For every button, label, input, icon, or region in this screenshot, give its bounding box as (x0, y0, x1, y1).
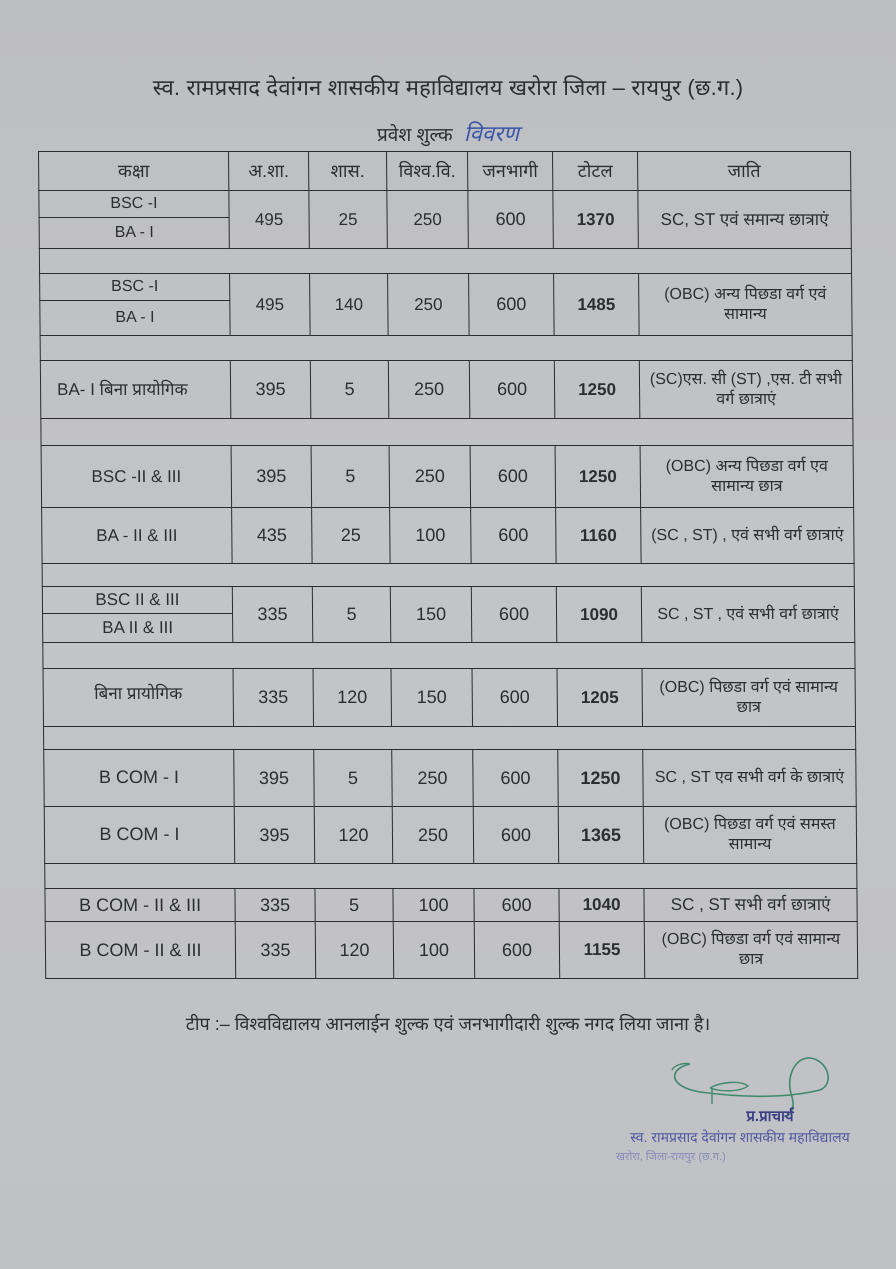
shas-cell: 120 (314, 807, 392, 864)
total-cell: 1155 (559, 922, 644, 979)
total-cell: 1250 (558, 750, 643, 807)
caste-cell: (SC , ST) , एवं सभी वर्ग छात्राएं (641, 508, 854, 564)
shas-cell: 25 (312, 508, 390, 564)
shas-cell: 120 (315, 922, 393, 979)
a-sha-cell: 395 (234, 807, 314, 864)
shas-cell: 5 (314, 750, 392, 807)
shas-cell: 120 (313, 669, 392, 727)
a-sha-cell: 335 (235, 922, 315, 979)
total-cell: 1160 (556, 508, 641, 564)
class-cell: B COM - I (44, 750, 234, 807)
col-header-total: टोटल (553, 152, 638, 191)
vishwa-vi-cell: 250 (392, 807, 473, 864)
spacer-cell (44, 727, 856, 750)
class-cell: BA II & III (43, 614, 233, 643)
class-cell: BA - II & III (42, 508, 232, 564)
table-row (40, 361, 853, 419)
table-row (44, 750, 856, 807)
principal-stamp (610, 1106, 870, 1164)
vishwa-vi-cell: 100 (393, 889, 474, 922)
janbhagi-cell: 600 (474, 889, 559, 922)
shas-cell: 140 (310, 274, 389, 336)
shas-cell: 5 (315, 889, 393, 922)
table-row (42, 587, 854, 614)
table-row (39, 191, 851, 218)
janbhagi-cell: 600 (472, 669, 558, 727)
class-cell: BSC -I (40, 274, 230, 301)
footnote: टीप :– विश्वविद्यालय आनलाईन शुल्क एवं जनभागीदारी शुल्क नगद लिया जाना है। (185, 1014, 711, 1034)
a-sha-cell: 335 (232, 587, 312, 643)
class-cell: BA - I (39, 218, 229, 249)
vishwa-vi-cell: 250 (388, 274, 470, 336)
vishwa-vi-cell: 250 (387, 191, 469, 249)
col-header-a-sha: अ.शा. (229, 152, 309, 191)
spacer-row (40, 336, 852, 361)
spacer-row (39, 249, 851, 274)
shas-cell: 5 (310, 361, 389, 419)
col-header-shas: शास. (309, 152, 387, 191)
total-cell: 1250 (555, 446, 641, 508)
spacer-row (42, 564, 854, 587)
class-cell: B COM - II & III (45, 922, 235, 979)
table-row (44, 807, 856, 864)
total-cell: 1090 (556, 587, 641, 643)
table-row (45, 889, 857, 922)
table-header-row (39, 152, 851, 191)
vishwa-vi-cell: 100 (390, 508, 471, 564)
table-row (40, 274, 852, 301)
vishwa-vi-cell: 150 (390, 587, 471, 643)
total-cell: 1250 (554, 361, 640, 419)
a-sha-cell: 395 (231, 446, 312, 508)
table-row (42, 508, 854, 564)
class-cell: बिना प्रायोगिक (43, 669, 234, 727)
caste-cell: (OBC) पिछडा वर्ग एवं सामान्य छात्र (644, 922, 857, 979)
table-row (43, 669, 856, 727)
vishwa-vi-cell: 250 (388, 361, 470, 419)
total-cell: 1365 (558, 807, 643, 864)
vishwa-vi-cell: 150 (391, 669, 473, 727)
handwritten-annotation: विवरण (463, 122, 519, 147)
caste-cell: (OBC) अन्य पिछडा वर्ग एव सामान्य छात्र (640, 446, 854, 508)
spacer-row (44, 727, 856, 750)
stamp-address: खरोरा, जिला-रायपुर (छ.ग.) (616, 1151, 726, 1163)
class-cell: BSC -II & III (41, 446, 232, 508)
principal-designation: प्र.प्राचार्य (746, 1108, 794, 1125)
spacer-cell (40, 336, 852, 361)
vishwa-vi-cell: 250 (392, 750, 473, 807)
caste-cell: SC , ST , एवं सभी वर्ग छात्राएं (641, 587, 854, 643)
caste-cell: (SC)एस. सी (ST) ,एस. टी सभी वर्ग छात्राएं (639, 361, 853, 419)
caste-cell: (OBC) पिछडा वर्ग एवं समस्त सामान्य (643, 807, 856, 864)
spacer-row (45, 864, 857, 889)
vishwa-vi-cell: 250 (389, 446, 471, 508)
class-cell: BA - I (40, 301, 230, 336)
class-cell: BA- I बिना प्रायोगिक (40, 361, 231, 419)
col-header-caste: जाति (638, 152, 851, 191)
shas-cell: 25 (309, 191, 388, 249)
caste-cell: SC , ST सभी वर्ग छात्राएं (644, 889, 857, 922)
janbhagi-cell: 600 (468, 191, 554, 249)
document-subtitle (0, 118, 896, 148)
caste-cell: (OBC) अन्य पिछडा वर्ग एवं सामान्य (639, 274, 853, 336)
table-row (41, 446, 854, 508)
col-header-vishwa-vi: विश्व.वि. (387, 152, 468, 191)
caste-cell: SC, ST एवं समान्य छात्राएं (638, 191, 852, 249)
janbhagi-cell: 600 (471, 587, 556, 643)
a-sha-cell: 335 (233, 669, 314, 727)
a-sha-cell: 495 (229, 191, 310, 249)
total-cell: 1040 (559, 889, 644, 922)
spacer-cell (42, 564, 854, 587)
janbhagi-cell: 600 (473, 750, 558, 807)
total-cell: 1205 (557, 669, 643, 727)
janbhagi-cell: 600 (470, 446, 556, 508)
class-cell: B COM - I (44, 807, 234, 864)
college-title: स्व. रामप्रसाद देवांगन शासकीय महाविद्यालय खरोरा जिला – रायपुर (छ.ग.) (152, 75, 744, 100)
janbhagi-cell: 600 (474, 922, 559, 979)
class-cell: BSC II & III (42, 587, 232, 614)
a-sha-cell: 395 (234, 750, 314, 807)
stamp-college-name: स्व. रामप्रसाद देवांगन शासकीय महाविद्यालय (630, 1129, 850, 1145)
caste-cell: (OBC) पिछडा वर्ग एवं सामान्य छात्र (642, 669, 856, 727)
janbhagi-cell: 600 (473, 807, 558, 864)
shas-cell: 5 (312, 587, 390, 643)
a-sha-cell: 495 (230, 274, 311, 336)
spacer-row (41, 419, 853, 446)
caste-cell: SC , ST एव सभी वर्ग के छात्राएं (643, 750, 856, 807)
col-header-class: कक्षा (39, 152, 229, 191)
a-sha-cell: 335 (235, 889, 315, 922)
spacer-cell (39, 249, 851, 274)
class-cell: BSC -I (39, 191, 229, 218)
fee-table (38, 151, 858, 979)
spacer-cell (43, 643, 855, 669)
spacer-row (43, 643, 855, 669)
admission-fee-heading: प्रवेश शुल्क (376, 125, 453, 146)
total-cell: 1485 (554, 274, 640, 336)
spacer-cell (41, 419, 853, 446)
table-row (45, 922, 857, 979)
vishwa-vi-cell: 100 (393, 922, 474, 979)
shas-cell: 5 (311, 446, 390, 508)
spacer-cell (45, 864, 857, 889)
a-sha-cell: 395 (230, 361, 311, 419)
a-sha-cell: 435 (232, 508, 312, 564)
total-cell: 1370 (553, 191, 639, 249)
janbhagi-cell: 600 (471, 508, 556, 564)
class-cell: B COM - II & III (45, 889, 235, 922)
janbhagi-cell: 600 (469, 361, 555, 419)
col-header-janbhagi: जनभागी (468, 152, 553, 191)
janbhagi-cell: 600 (469, 274, 555, 336)
